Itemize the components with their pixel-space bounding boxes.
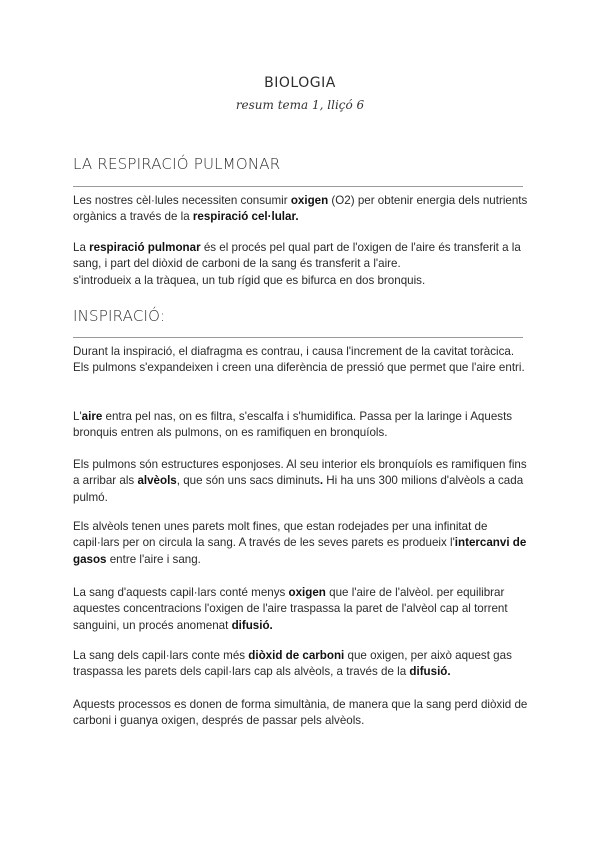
paragraph <box>73 240 528 289</box>
bold-term: difusió. <box>409 665 451 679</box>
text-run: Aquests processos es donen de forma simultània, de manera que la sang perd diòxid de carboni i guanya oxigen, després de passar pels alvèols. <box>73 698 528 728</box>
bold-term: intercanvi de gasos <box>73 536 527 566</box>
bold-term: respiració pulmonar <box>89 241 201 254</box>
bold-term: . <box>319 474 324 488</box>
paragraph <box>73 519 528 568</box>
bold-term: aire <box>81 410 103 423</box>
text-run: Els alvèols tenen unes parets molt fines, que estan rodejades per una infinitat de capil·lars per on circula la sang. A través de les seves parets es produeix l' <box>73 520 488 550</box>
text-run: Hi ha uns 300 milions d'alvèols a cada pulmó. <box>73 474 524 504</box>
text-run: , que són uns sacs diminuts <box>176 474 320 488</box>
text-run: La sang d'aquests capil·lars conté menys <box>73 586 289 599</box>
bold-term: diòxid de carboni <box>248 649 345 662</box>
text-run: Durant la inspiració, el diafragma es contrau, i causa l'increment de la cavitat toràcica. Els pulmons s'expandeixen i creen una diferència de pressió que permet que l'aire entri. <box>73 345 525 375</box>
text-run: Les nostres cèl·lules necessiten consumir <box>73 194 291 207</box>
text-run: que oxigen, per això aquest gas traspassa les parets dels capil·lars cap als alvèols, a través de la <box>73 649 512 679</box>
bold-term: alvèols <box>137 474 177 488</box>
text-run: L' <box>73 410 82 423</box>
text-run: La <box>73 241 90 254</box>
paragraph <box>73 193 528 226</box>
bold-term: oxigen <box>290 194 329 207</box>
text-run: entra pel nas, on es filtra, s'escalfa i s'humidifica. Passa per la laringe i Aquests bronquis entren als pulmons, on es ramifiquen en bronquíols. <box>73 410 513 440</box>
section-divider <box>73 337 523 338</box>
document-subtitle: resum tema 1, lliçó 6 <box>235 98 365 112</box>
text-run: és el procés pel qual part de l'oxigen de l'aire és transferit a la sang, i part del diòxid de carboni de la sang és transferit a l'aire. <box>73 241 521 271</box>
paragraph <box>73 457 528 506</box>
text-run: entre l'aire i sang. <box>106 552 201 566</box>
text-run: Els pulmons són estructures esponjoses. Al seu interior els bronquíols es ramifiquen fins a arribar als <box>73 458 527 488</box>
section-heading-respiracio: LA RESPIRACIÓ PULMONAR <box>73 155 281 173</box>
section-heading-inspiracio: INSPIRACIÓ: <box>73 307 166 325</box>
text-run: La sang dels capil·lars conte més <box>73 649 249 662</box>
paragraph <box>73 344 528 377</box>
bold-term: oxigen <box>288 586 326 599</box>
paragraph <box>73 697 528 730</box>
section-divider <box>73 186 523 187</box>
text-run: s'introdueix a la tràquea, un tub rígid que es bifurca en dos bronquis. <box>73 273 426 287</box>
paragraph <box>73 409 528 442</box>
text-run: (O2) per obtenir energia dels nutrients orgànics a través de la <box>73 194 528 224</box>
document-title: BIOLOGIA <box>264 75 336 91</box>
bold-term: difusió. <box>231 618 273 632</box>
bold-term: respiració cel·lular. <box>192 210 299 224</box>
paragraph <box>73 648 528 681</box>
paragraph <box>73 585 528 634</box>
text-run: que l'aire de l'alvèol. per equilibrar aquestes concentracions l'oxigen de l'aire traspassa la paret de l'alvèol cap al torrent sanguini, un procés anomenat <box>73 586 508 632</box>
